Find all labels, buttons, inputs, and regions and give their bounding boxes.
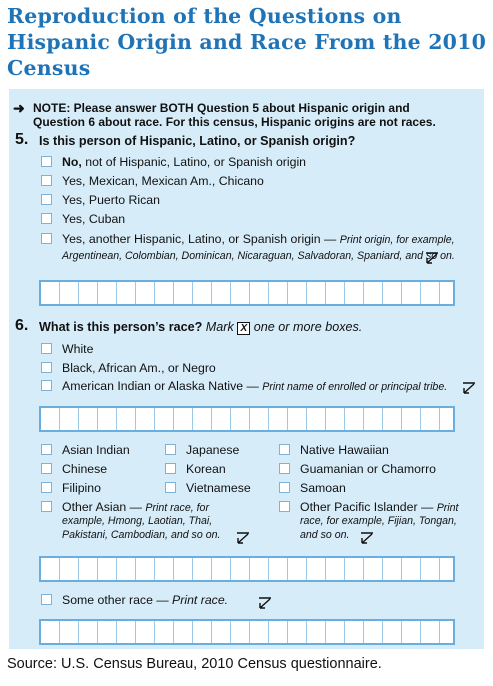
q6-question: What is this person’s race? Mark X one or more boxes. bbox=[39, 320, 363, 334]
q6-white-checkbox[interactable] bbox=[41, 343, 52, 354]
q5-other-hispanic-instruction: Argentinean, Colombian, Dominican, Nicaraguan, Salvadoran, Spaniard, and so on. bbox=[62, 250, 455, 262]
japanese-label: Japanese bbox=[186, 443, 240, 457]
filipino-checkbox[interactable] bbox=[41, 482, 52, 493]
some-other-race-write-in-field[interactable] bbox=[39, 619, 455, 645]
native-hawaiian-checkbox[interactable] bbox=[279, 444, 290, 455]
chinese-checkbox[interactable] bbox=[41, 463, 52, 474]
right-arrow-icon: ➜ bbox=[13, 100, 25, 116]
guamanian-label: Guamanian or Chamorro bbox=[300, 462, 437, 476]
other-asian-instruction-b: example, Hmong, Laotian, Thai, bbox=[62, 515, 213, 527]
note-line-2: Question 6 about race. For this census, Hispanic origins are not races. bbox=[33, 115, 436, 129]
asian-indian-checkbox[interactable] bbox=[41, 444, 52, 455]
q6-aian-label: American Indian or Alaska Native — Print name of enrolled or principal tribe. bbox=[62, 379, 448, 393]
q5-question: Is this person of Hispanic, Latino, or Spanish origin? bbox=[39, 134, 356, 148]
q5-no-checkbox[interactable] bbox=[41, 156, 52, 167]
q5-puerto-rican-checkbox[interactable] bbox=[41, 194, 52, 205]
mark-x-sample: X bbox=[237, 322, 250, 335]
q5-mexican-label: Yes, Mexican, Mexican Am., Chicano bbox=[62, 174, 264, 188]
native-hawaiian-label: Native Hawaiian bbox=[300, 443, 389, 457]
q6-black-label: Black, African Am., or Negro bbox=[62, 361, 216, 375]
census-form bbox=[9, 89, 484, 649]
vietnamese-label: Vietnamese bbox=[186, 481, 251, 495]
q6-aian-checkbox[interactable] bbox=[41, 380, 52, 391]
other-asian-label: Other Asian — Print race, for bbox=[62, 500, 209, 514]
q5-number: 5. bbox=[15, 131, 29, 148]
filipino-label: Filipino bbox=[62, 481, 101, 495]
guamanian-checkbox[interactable] bbox=[279, 463, 290, 474]
other-pacific-islander-label: Other Pacific Islander — Print bbox=[300, 500, 459, 514]
japanese-checkbox[interactable] bbox=[165, 444, 176, 455]
q6-white-label: White bbox=[62, 342, 94, 356]
write-in-arrow-icon bbox=[258, 597, 272, 609]
samoan-checkbox[interactable] bbox=[279, 482, 290, 493]
q5-cuban-checkbox[interactable] bbox=[41, 213, 52, 224]
other-pi-instruction-b: race, for example, Fijian, Tongan, bbox=[300, 515, 457, 527]
some-other-race-checkbox[interactable] bbox=[41, 594, 52, 605]
other-pi-instruction-c: and so on. bbox=[300, 529, 350, 541]
q6-other-race-write-in-field[interactable] bbox=[39, 556, 455, 582]
vietnamese-checkbox[interactable] bbox=[165, 482, 176, 493]
q6-number: 6. bbox=[15, 317, 29, 334]
q5-cuban-label: Yes, Cuban bbox=[62, 212, 126, 226]
note-line-1: NOTE: Please answer BOTH Question 5 about Hispanic origin and bbox=[33, 101, 410, 115]
korean-checkbox[interactable] bbox=[165, 463, 176, 474]
q5-mexican-checkbox[interactable] bbox=[41, 175, 52, 186]
chinese-label: Chinese bbox=[62, 462, 108, 476]
q5-other-hispanic-checkbox[interactable] bbox=[41, 233, 52, 244]
q5-other-hispanic-label: Yes, another Hispanic, Latino, or Spanish origin — Print origin, for example, bbox=[62, 232, 455, 246]
q6-black-checkbox[interactable] bbox=[41, 362, 52, 373]
write-in-arrow-icon bbox=[236, 532, 250, 544]
source-caption: Source: U.S. Census Bureau, 2010 Census questionnaire. bbox=[7, 656, 382, 672]
samoan-label: Samoan bbox=[300, 481, 346, 495]
q6-tribe-write-in-field[interactable] bbox=[39, 406, 455, 432]
other-pacific-islander-checkbox[interactable] bbox=[279, 501, 290, 512]
other-asian-instruction-c: Pakistani, Cambodian, and so on. bbox=[62, 529, 221, 541]
some-other-race-label: Some other race — Print race. bbox=[62, 593, 229, 607]
q5-puerto-rican-label: Yes, Puerto Rican bbox=[62, 193, 160, 207]
q5-write-in-field[interactable] bbox=[39, 280, 455, 306]
korean-label: Korean bbox=[186, 462, 226, 476]
other-asian-checkbox[interactable] bbox=[41, 501, 52, 512]
page-title: Reproduction of the Questions on Hispanic Origin and Race From the 2010 Census bbox=[7, 4, 487, 80]
write-in-arrow-icon bbox=[425, 252, 439, 264]
q5-no-label: No, not of Hispanic, Latino, or Spanish origin bbox=[62, 155, 307, 169]
write-in-arrow-icon bbox=[360, 532, 374, 544]
write-in-arrow-icon bbox=[462, 382, 476, 394]
asian-indian-label: Asian Indian bbox=[62, 443, 130, 457]
